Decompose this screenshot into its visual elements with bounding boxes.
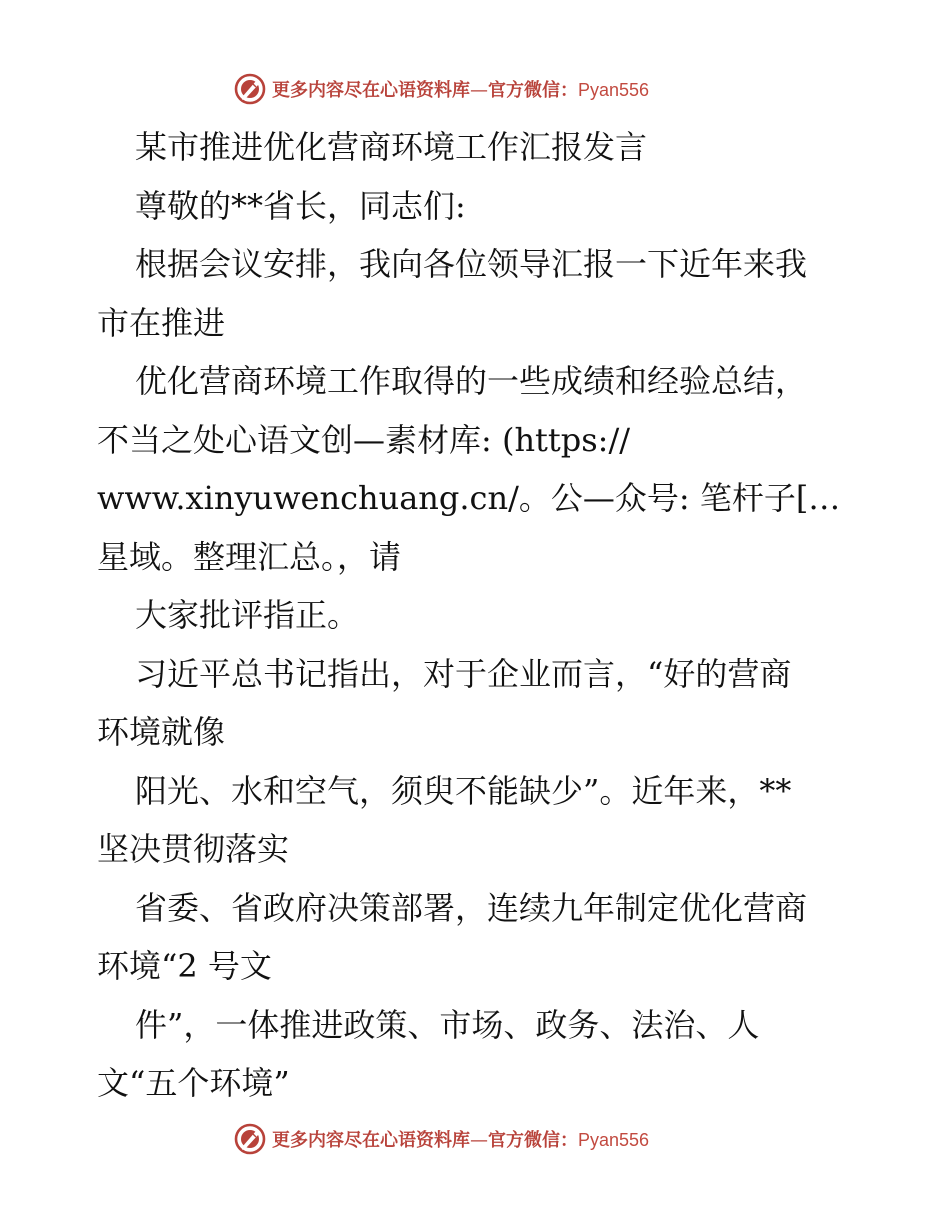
header-watermark	[234, 72, 714, 106]
watermark-separator: —	[470, 80, 488, 101]
document-title: 某市推进优化营商环境工作汇报发言	[135, 128, 648, 166]
document-body	[97, 118, 857, 1113]
text-line: 阳光、水和空气，须臾不能缺少”。近年来，**	[135, 771, 792, 810]
text-line: 省委、省政府决策部署，连续九年制定优化营商	[135, 888, 808, 927]
watermark-separator: —	[470, 1130, 488, 1151]
watermark-label: 更多内容尽在心语资料库	[272, 80, 470, 101]
text-line: 件”，一体推进政策、市场、政务、法治、人	[135, 1005, 760, 1044]
header-watermark-text	[272, 76, 649, 102]
text-line: 尊敬的**省长，同志们:	[135, 186, 466, 225]
pen-seal-logo-icon	[234, 73, 266, 105]
watermark-wechat-id: Pyan556	[578, 80, 650, 100]
text-line: 星域。整理汇总。，请	[97, 537, 402, 576]
text-line: 优化营商环境工作取得的一些成绩和经验总结，	[135, 362, 808, 400]
footer-watermark-text	[272, 1126, 649, 1152]
text-line: 不当之处心语文创—素材库: (https://	[97, 420, 631, 459]
watermark-label: 更多内容尽在心语资料库	[272, 1130, 470, 1151]
footer-watermark	[234, 1122, 714, 1156]
watermark-wechat-id: Pyan556	[578, 1130, 650, 1150]
pen-seal-logo-icon	[234, 1123, 266, 1155]
text-line: 文“五个环境”	[97, 1064, 290, 1102]
text-line: 根据会议安排，我向各位领导汇报一下近年来我	[135, 245, 808, 283]
watermark-wechat-prefix: 官方微信：	[488, 80, 578, 101]
text-line: 环境就像	[97, 713, 226, 751]
text-line: 大家批评指正。	[135, 596, 360, 634]
text-line: www.xinyuwenchuang.cn/。公—众号: 笔杆子[…	[97, 479, 841, 517]
text-line: 市在推进	[97, 303, 226, 342]
watermark-wechat-prefix: 官方微信：	[488, 1130, 578, 1151]
text-line: 习近平总书记指出，对于企业而言，“好的营商	[135, 654, 792, 693]
text-line: 环境“2 号文	[97, 947, 272, 985]
text-line: 坚决贯彻落实	[97, 830, 290, 868]
